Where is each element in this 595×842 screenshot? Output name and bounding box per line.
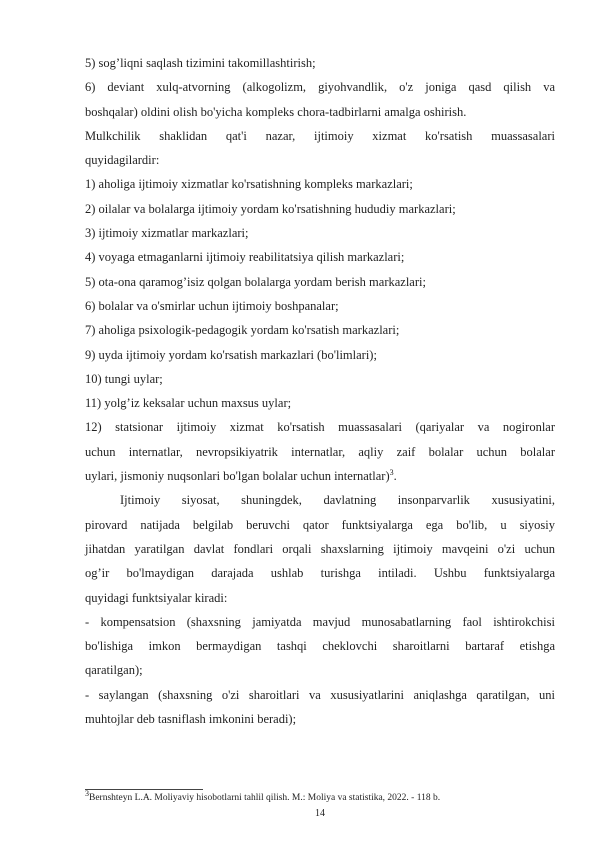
footnote-reference: 3 xyxy=(389,467,394,477)
footnote-divider xyxy=(85,789,203,790)
text-line: Ijtimoiy siyosat, shuningdek, davlatning insonparvarlik xususiyatini, xyxy=(120,493,555,508)
text-line: 10) tungi uylar; xyxy=(85,371,163,386)
text-line: boshqalar) oldini olish bo'yicha kompleks chora-tadbirlarni amalga oshirish. xyxy=(85,104,467,119)
text-line: 5) ota-ona qaramog’isiz qolgan bolalarga yordam berish markazlari; xyxy=(85,274,426,289)
text-line: 12) statsionar ijtimoiy xizmat ko'rsatish muassasalari (qariyalar va nogironlar xyxy=(85,420,555,435)
text-line: Mulkchilik shaklidan qat'i nazar, ijtimoiy xizmat ko'rsatish muassasalari xyxy=(85,128,555,143)
text-line: 2) oilalar va bolalarga ijtimoiy yordam ko'rsatishning hududiy markazlari; xyxy=(85,201,456,216)
text-line: 4) voyaga etmaganlarni ijtimoiy reabilitatsiya qilish markazlari; xyxy=(85,250,405,265)
footnote-mark: 3 xyxy=(85,788,89,798)
text-line: quyidagi funktsiyalar kiradi: xyxy=(85,590,228,605)
text-line: 9) uyda ijtimoiy yordam ko'rsatish markazlari (bo'limlari); xyxy=(85,347,377,362)
text-line: 3) ijtimoiy xizmatlar markazlari; xyxy=(85,226,249,241)
text-line: bo'lishiga imkon bermaydigan tashqi cheklovchi sharoitlarni bartaraf etishga xyxy=(85,639,555,654)
footnote xyxy=(85,788,441,803)
text-line: qaratilgan); xyxy=(85,663,143,678)
text-line: uylari, jismoniy nuqsonlari bo'lgan bolalar uchun internatlar)$^3$. xyxy=(85,467,397,484)
text-line: quyidagilardir: xyxy=(85,153,160,168)
text-line: 1) aholiga ijtimoiy xizmatlar ko'rsatishning kompleks markazlari; xyxy=(85,177,413,192)
text-line: 7) aholiga psixologik-pedagogik yordam ko'rsatish markazlari; xyxy=(85,323,400,338)
text-line: 5) sog’liqni saqlash tizimini takomillashtirish; xyxy=(85,56,316,70)
footnote-text: Bernshteyn L.A. Moliyaviy hisobotlarni tahlil qilish. M.: Moliya va statistika, 2022. - 118 b. xyxy=(89,793,441,803)
text-line: muhtojlar deb tasniflash imkonini beradi); xyxy=(85,712,297,727)
page-number: 14 xyxy=(315,808,325,819)
text-line: jihatdan yaratilgan davlat fondlari orqali shaxslarning ijtimoiy mavqeini o'zi uchun xyxy=(85,541,555,556)
text-line: og’ir bo'lmaydigan darajada ushlab turishga intiladi. Ushbu funktsiyalarga xyxy=(85,566,555,581)
page-body xyxy=(85,51,555,731)
text-line: pirovard natijada belgilab beruvchi qator funktsiyalarga ega bo'lib, u siyosiy xyxy=(85,517,555,532)
text-line: 11) yolg’iz keksalar uchun maxsus uylar; xyxy=(85,396,292,411)
text-line: 6) bolalar va o'smirlar uchun ijtimoiy boshpanalar; xyxy=(85,298,339,313)
text-line: - saylangan (shaxsning o'zi sharoitlari va xususiyatlarini aniqlashga qaratilgan, uni xyxy=(85,687,555,702)
text-line: - kompensatsion (shaxsning jamiyatda mavjud munosabatlarning faol ishtirokchisi xyxy=(85,614,555,629)
text-line: uchun internatlar, nevropsikiyatrik internatlar, aqliy zaif bolalar uchun bolalar xyxy=(85,444,555,459)
text-line: 6) deviant xulq-atvorning (alkogolizm, giyohvandlik, o'z joniga qasd qilish va xyxy=(85,80,555,95)
